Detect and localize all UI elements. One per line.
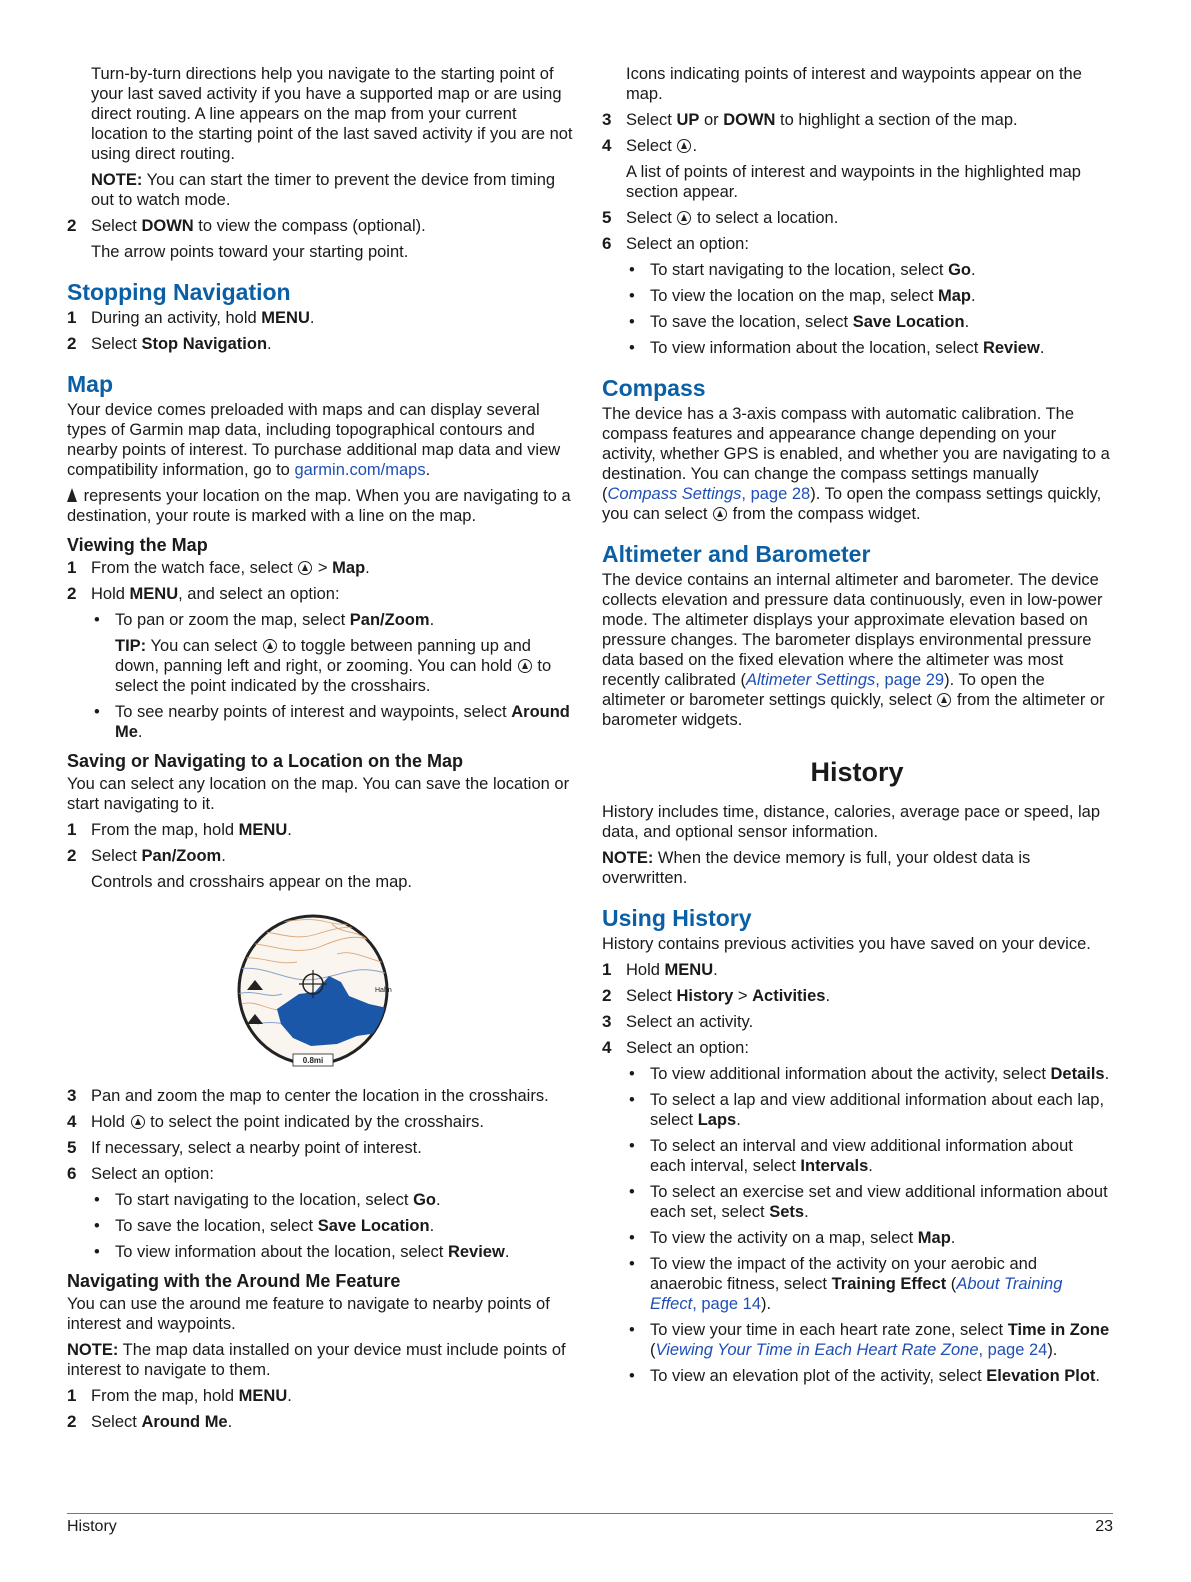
around-bullet-save-location: • To save the location, select Save Location. xyxy=(629,313,970,331)
stopnav-step-1: 1 During an activity, hold MENU. xyxy=(67,308,315,327)
view-step-2: 2 Hold MENU, and select an option: xyxy=(67,584,340,603)
save-step-2-result: Controls and crosshairs appear on the map. xyxy=(91,873,413,891)
heading-around-me: Navigating with the Around Me Feature xyxy=(67,1271,401,1291)
around-step-6: 6 Select an option: xyxy=(602,234,749,253)
around-bullet-go: • To start navigating to the location, select Go. xyxy=(629,261,976,279)
using-step-2: 2 Select History > Activities. xyxy=(602,986,831,1005)
save-step-4: 4 Hold to select the point indicated by the crosshairs. xyxy=(67,1112,484,1131)
up-button-icon xyxy=(131,1115,145,1129)
using-bullet-intervals: • To select an interval and view additional information about each interval, select Intervals. xyxy=(629,1137,1073,1175)
training-effect-page-link[interactable]: , page 14 xyxy=(692,1295,761,1313)
save-step-5: 5 If necessary, select a nearby point of interest. xyxy=(67,1138,422,1157)
watch-map-image xyxy=(237,904,392,1076)
heading-stopping-navigation: Stopping Navigation xyxy=(67,279,291,305)
heading-using-history: Using History xyxy=(602,905,752,931)
save-step-3: 3 Pan and zoom the map to center the location in the crosshairs. xyxy=(67,1086,549,1105)
heart-rate-zone-page-link[interactable]: , page 24 xyxy=(978,1341,1048,1359)
using-bullet-time-in-zone: • To view your time in each heart rate zone, select Time in Zone (Viewing Your Time in Each Heart Rate Zone, page 24). xyxy=(629,1321,1110,1359)
heading-history: History xyxy=(810,757,904,787)
compass-settings-link[interactable]: Compass Settings xyxy=(607,485,742,503)
using-step-3: 3 Select an activity. xyxy=(602,1012,754,1031)
map-location-paragraph: represents your location on the map. When you are navigating to a destination, your route is marked with a line on the map. xyxy=(67,487,571,525)
around-bullet-map: • To view the location on the map, select Map. xyxy=(629,287,976,305)
using-bullet-map: • To view the activity on a map, select Map. xyxy=(629,1229,956,1247)
save-step-6: 6 Select an option: xyxy=(67,1164,214,1183)
using-bullet-laps: • To select a lap and view additional information about each lap, select Laps. xyxy=(629,1091,1105,1129)
heading-viewing-the-map: Viewing the Map xyxy=(67,535,208,555)
heading-compass: Compass xyxy=(602,375,706,401)
save-step-2: 2 Select Pan/Zoom. xyxy=(67,846,226,865)
garmin-maps-link[interactable]: garmin.com/maps xyxy=(294,461,426,479)
using-step-1: 1 Hold MENU. xyxy=(602,960,718,979)
about-training-effect-link[interactable]: About Training Effect xyxy=(650,1275,1063,1313)
around-step-5: 5 Select to select a location. xyxy=(602,208,839,227)
heading-saving-navigating: Saving or Navigating to a Location on the Map xyxy=(67,751,464,771)
history-note: NOTE: When the device memory is full, your oldest data is overwritten. xyxy=(602,849,1031,887)
intro-step-2-result: The arrow points toward your starting point. xyxy=(91,243,409,261)
location-arrow-icon xyxy=(67,488,77,502)
compass-settings-page-link[interactable]: , page 28 xyxy=(741,485,811,503)
intro-step-2: 2 Select DOWN to view the compass (optional). xyxy=(67,216,426,235)
up-button-icon xyxy=(263,639,277,653)
view-tip: TIP: You can select to toggle between panning up and down, panning left and right, or zooming. You can hold to select the point indicated by the crosshairs. xyxy=(115,637,552,695)
up-button-icon xyxy=(937,693,951,707)
heading-map: Map xyxy=(67,371,113,397)
save-step-1: 1 From the map, hold MENU. xyxy=(67,820,292,839)
map-place-label: Hahn xyxy=(375,987,392,994)
map-scale-label: 0.8mi xyxy=(302,1056,324,1065)
compass-paragraph: The device has a 3-axis compass with automatic calibration. The compass features and appearance change depending on your activity, whether GPS is enabled, and whether you are navigating to a destination. You can change the compass settings manually (Compass Settings, page 28). To open the compass settings quickly, you can select from the compass widget. xyxy=(602,405,1110,523)
save-bullet-save-location: • To save the location, select Save Location. xyxy=(94,1217,435,1235)
altimeter-settings-page-link[interactable]: , page 29 xyxy=(875,671,945,689)
around-step-2: 2 Select Around Me. xyxy=(67,1412,233,1431)
up-button-icon xyxy=(518,659,532,673)
intro-paragraph: Turn-by-turn directions help you navigate to the starting point of your last saved activity if you have a supported map or are using direct routing. A line appears on the map from your current location to the starting point of the last saved activity if you are not using direct routing. xyxy=(91,65,573,163)
using-bullet-training-effect: • To view the impact of the activity on your aerobic and anaerobic fitness, select Training Effect (About Training Effect, page 14). xyxy=(629,1255,1063,1313)
around-step-3: 3 Select UP or DOWN to highlight a section of the map. xyxy=(602,110,1018,129)
heading-altimeter-barometer: Altimeter and Barometer xyxy=(602,541,871,567)
left-column xyxy=(67,64,577,1438)
save-paragraph: You can select any location on the map. You can save the location or start navigating to it. xyxy=(67,775,570,813)
history-paragraph: History includes time, distance, calories, average pace or speed, lap data, and optional sensor information. xyxy=(602,803,1101,841)
up-button-icon xyxy=(677,139,691,153)
around-note: NOTE: The map data installed on your device must include points of interest to navigate to them. xyxy=(67,1341,566,1379)
up-button-icon xyxy=(677,211,691,225)
footer-section-name: History xyxy=(67,1518,117,1535)
altimeter-paragraph: The device contains an internal altimeter and barometer. The device collects elevation and pressure data continuously, even in low-power mode. The altimeter displays your approximate elevation based on pressure changes. The barometer displays environmental pressure data based on the fixed elevation where the altimeter was most recently calibrated (Altimeter Settings, page 29). To open the altimeter or barometer settings quickly, select from the altimeter or barometer widgets. xyxy=(602,571,1105,729)
save-bullet-go: • To start navigating to the location, select Go. xyxy=(94,1191,441,1209)
save-bullet-review: • To view information about the location, select Review. xyxy=(94,1243,510,1261)
around-step-4-result: A list of points of interest and waypoints in the highlighted map section appear. xyxy=(626,163,1081,201)
using-bullet-elevation-plot: • To view an elevation plot of the activity, select Elevation Plot. xyxy=(629,1367,1100,1385)
using-bullet-details: • To view additional information about the activity, select Details. xyxy=(629,1065,1110,1083)
intro-note: NOTE: You can start the timer to prevent the device from timing out to watch mode. xyxy=(91,171,556,209)
stopnav-step-2: 2 Select Stop Navigation. xyxy=(67,334,272,353)
continued-paragraph: Icons indicating points of interest and waypoints appear on the map. xyxy=(626,65,1082,103)
around-step-4: 4 Select . xyxy=(602,136,698,155)
right-column xyxy=(602,64,1112,1392)
up-button-icon xyxy=(298,561,312,575)
using-step-4: 4 Select an option: xyxy=(602,1038,749,1057)
heart-rate-zone-link[interactable]: Viewing Your Time in Each Heart Rate Zone xyxy=(655,1341,979,1359)
around-step-1: 1 From the map, hold MENU. xyxy=(67,1386,292,1405)
view-step-1: 1 From the watch face, select > Map. xyxy=(67,558,370,577)
up-button-icon xyxy=(713,507,727,521)
map-paragraph: Your device comes preloaded with maps and can display several types of Garmin map data, including topographical contours and nearby points of interest. To purchase additional map data and view compatibility information, go to garmin.com/maps. xyxy=(67,401,561,479)
footer-divider xyxy=(67,1513,1113,1514)
using-history-paragraph: History contains previous activities you have saved on your device. xyxy=(602,935,1091,953)
footer-page-number: 23 xyxy=(1095,1518,1113,1535)
around-bullet-review: • To view information about the location, select Review. xyxy=(629,339,1045,357)
altimeter-settings-link[interactable]: Altimeter Settings xyxy=(745,671,876,689)
view-bullet-around-me: • To see nearby points of interest and waypoints, select Around Me. xyxy=(94,703,570,741)
view-bullet-pan-zoom: • To pan or zoom the map, select Pan/Zoom. xyxy=(94,611,435,629)
using-bullet-sets: • To select an exercise set and view additional information about each set, select Sets. xyxy=(629,1183,1108,1221)
around-paragraph: You can use the around me feature to navigate to nearby points of interest and waypoints. xyxy=(67,1295,550,1333)
